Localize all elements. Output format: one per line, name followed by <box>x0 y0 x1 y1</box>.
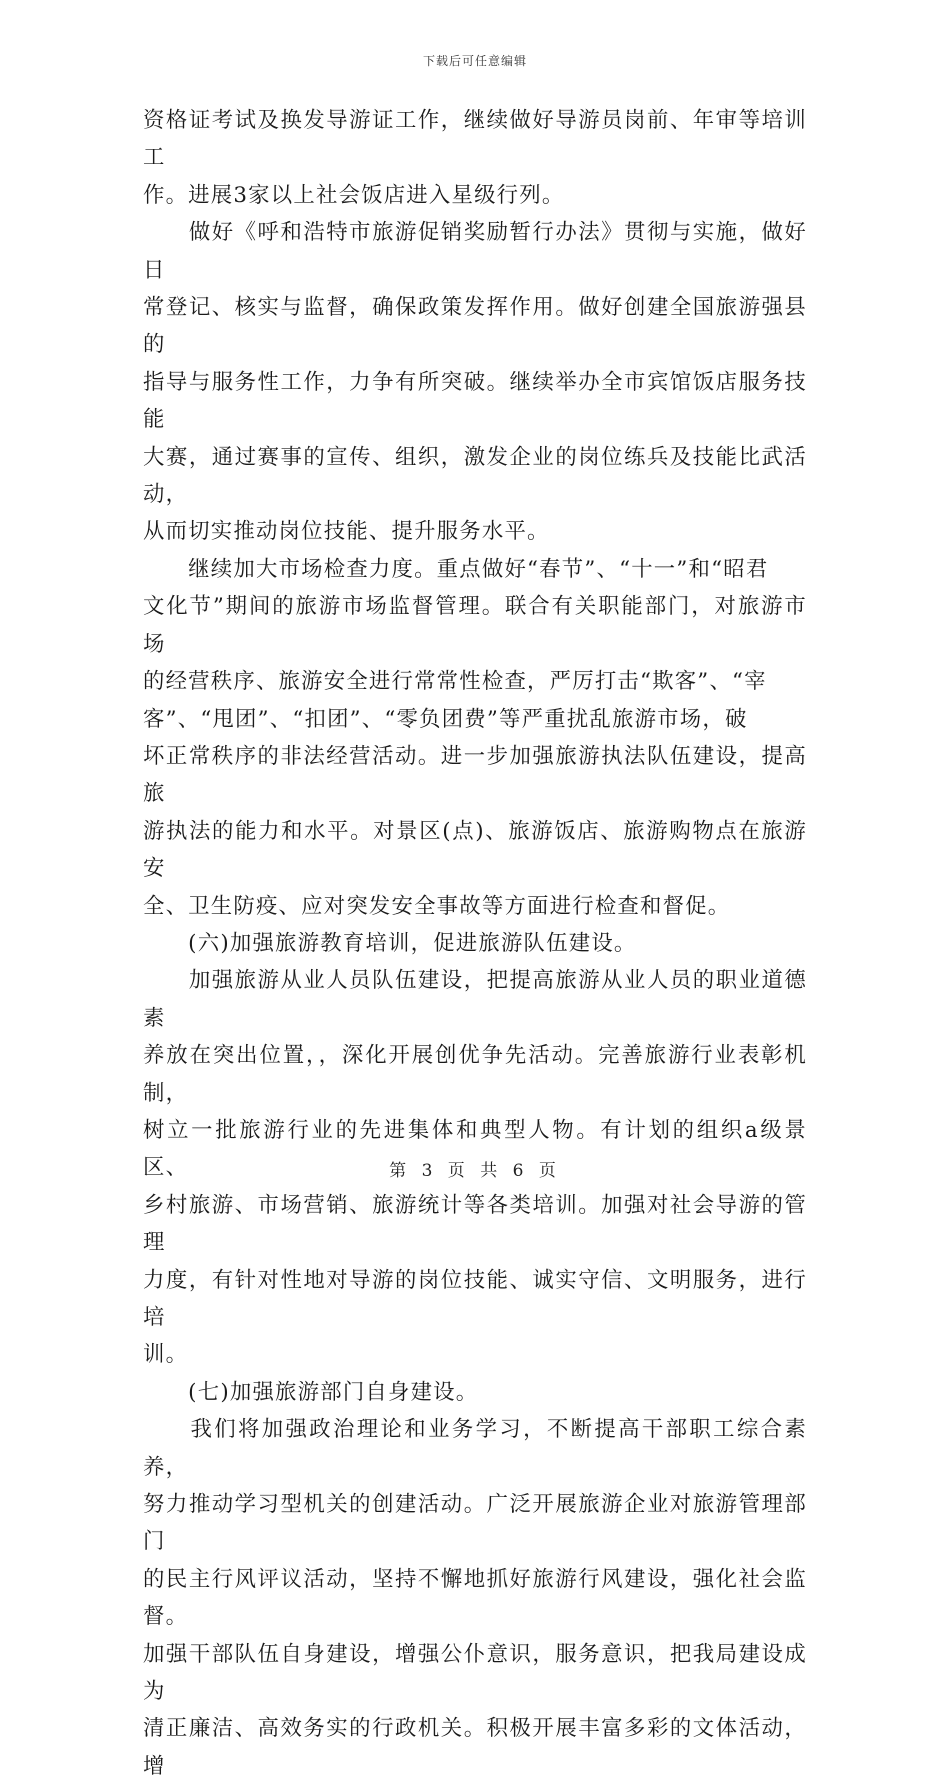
text-line: 树立一批旅游行业的先进集体和典型人物。有计划的组织a级景区、 <box>143 1117 807 1181</box>
text-line: 做好《呼和浩特市旅游促销奖励暂行办法》贯彻与实施，做好日 <box>143 220 807 283</box>
text-line: 大赛，通过赛事的宣传、组织，激发企业的岗位练兵及技能比武活动， <box>143 444 807 508</box>
text-line: 客”、“甩团”、“扣团”、“零负团费”等严重扰乱旅游市场，破 <box>143 706 748 732</box>
text-line: 游执法的能力和水平。对景区(点)、旅游饭店、旅游购物点在旅游安 <box>143 818 807 882</box>
text-line: 乡村旅游、市场营销、旅游统计等各类培训。加强对社会导游的管理 <box>143 1192 807 1256</box>
text-line: 的民主行风评议活动，坚持不懈地抓好旅游行风建设，强化社会监督。 <box>143 1566 807 1630</box>
text-line: 训。 <box>143 1342 189 1368</box>
page-header: 下载后可任意编辑 <box>422 54 527 68</box>
text-line: 力度，有针对性地对导游的岗位技能、诚实守信、文明服务，进行培 <box>143 1267 807 1330</box>
text-line: 指导与服务性工作，力争有所突破。继续举办全市宾馆饭店服务技能 <box>143 369 807 433</box>
text-line: 作。进展3家以上社会饭店进入星级行列。 <box>143 182 565 208</box>
body-text <box>143 102 807 1785</box>
text-line: 资格证考试及换发导游证工作，继续做好导游员岗前、年审等培训工 <box>143 108 807 171</box>
text-line: 的经营秩序、旅游安全进行常常性检查，严厉打击“欺客”、“宰 <box>143 669 767 695</box>
section-heading: (七)加强旅游部门自身建设。 <box>143 1379 479 1405</box>
text-line: 文化节”期间的旅游市场监督管理。联合有关职能部门，对旅游市场 <box>143 594 807 657</box>
text-line: 我们将加强政治理论和业务学习，不断提高干部职工综合素养， <box>143 1417 807 1480</box>
text-line: 从而切实推动岗位技能、提升服务水平。 <box>143 519 550 545</box>
text-line: 养放在突出位置，，深化开展创优争先活动。完善旅游行业表彰机制， <box>143 1043 807 1106</box>
text-line: 坏正常秩序的非法经营活动。进一步加强旅游执法队伍建设，提高旅 <box>143 743 807 807</box>
text-line: 努力推动学习型机关的创建活动。广泛开展旅游企业对旅游管理部门 <box>143 1492 807 1555</box>
section-heading: (六)加强旅游教育培训，促进旅游队伍建设。 <box>143 930 637 956</box>
text-line: 加强干部队伍自身建设，增强公仆意识，服务意识，把我局建设成为 <box>143 1641 807 1705</box>
text-line: 常登记、核实与监督，确保政策发挥作用。做好创建全国旅游强县的 <box>143 295 807 358</box>
text-line: 继续加大市场检查力度。重点做好“春节”、“十一”和“昭君 <box>143 556 769 582</box>
page-footer: 第 3 页 共 6 页 <box>389 1161 561 1181</box>
text-line: 全、卫生防疫、应对突发安全事故等方面进行检查和督促。 <box>143 893 731 919</box>
text-line: 加强旅游从业人员队伍建设，把提高旅游从业人员的职业道德素 <box>143 968 807 1031</box>
text-line: 清正廉洁、高效务实的行政机关。积极开展丰富多彩的文体活动，增 <box>143 1716 807 1779</box>
